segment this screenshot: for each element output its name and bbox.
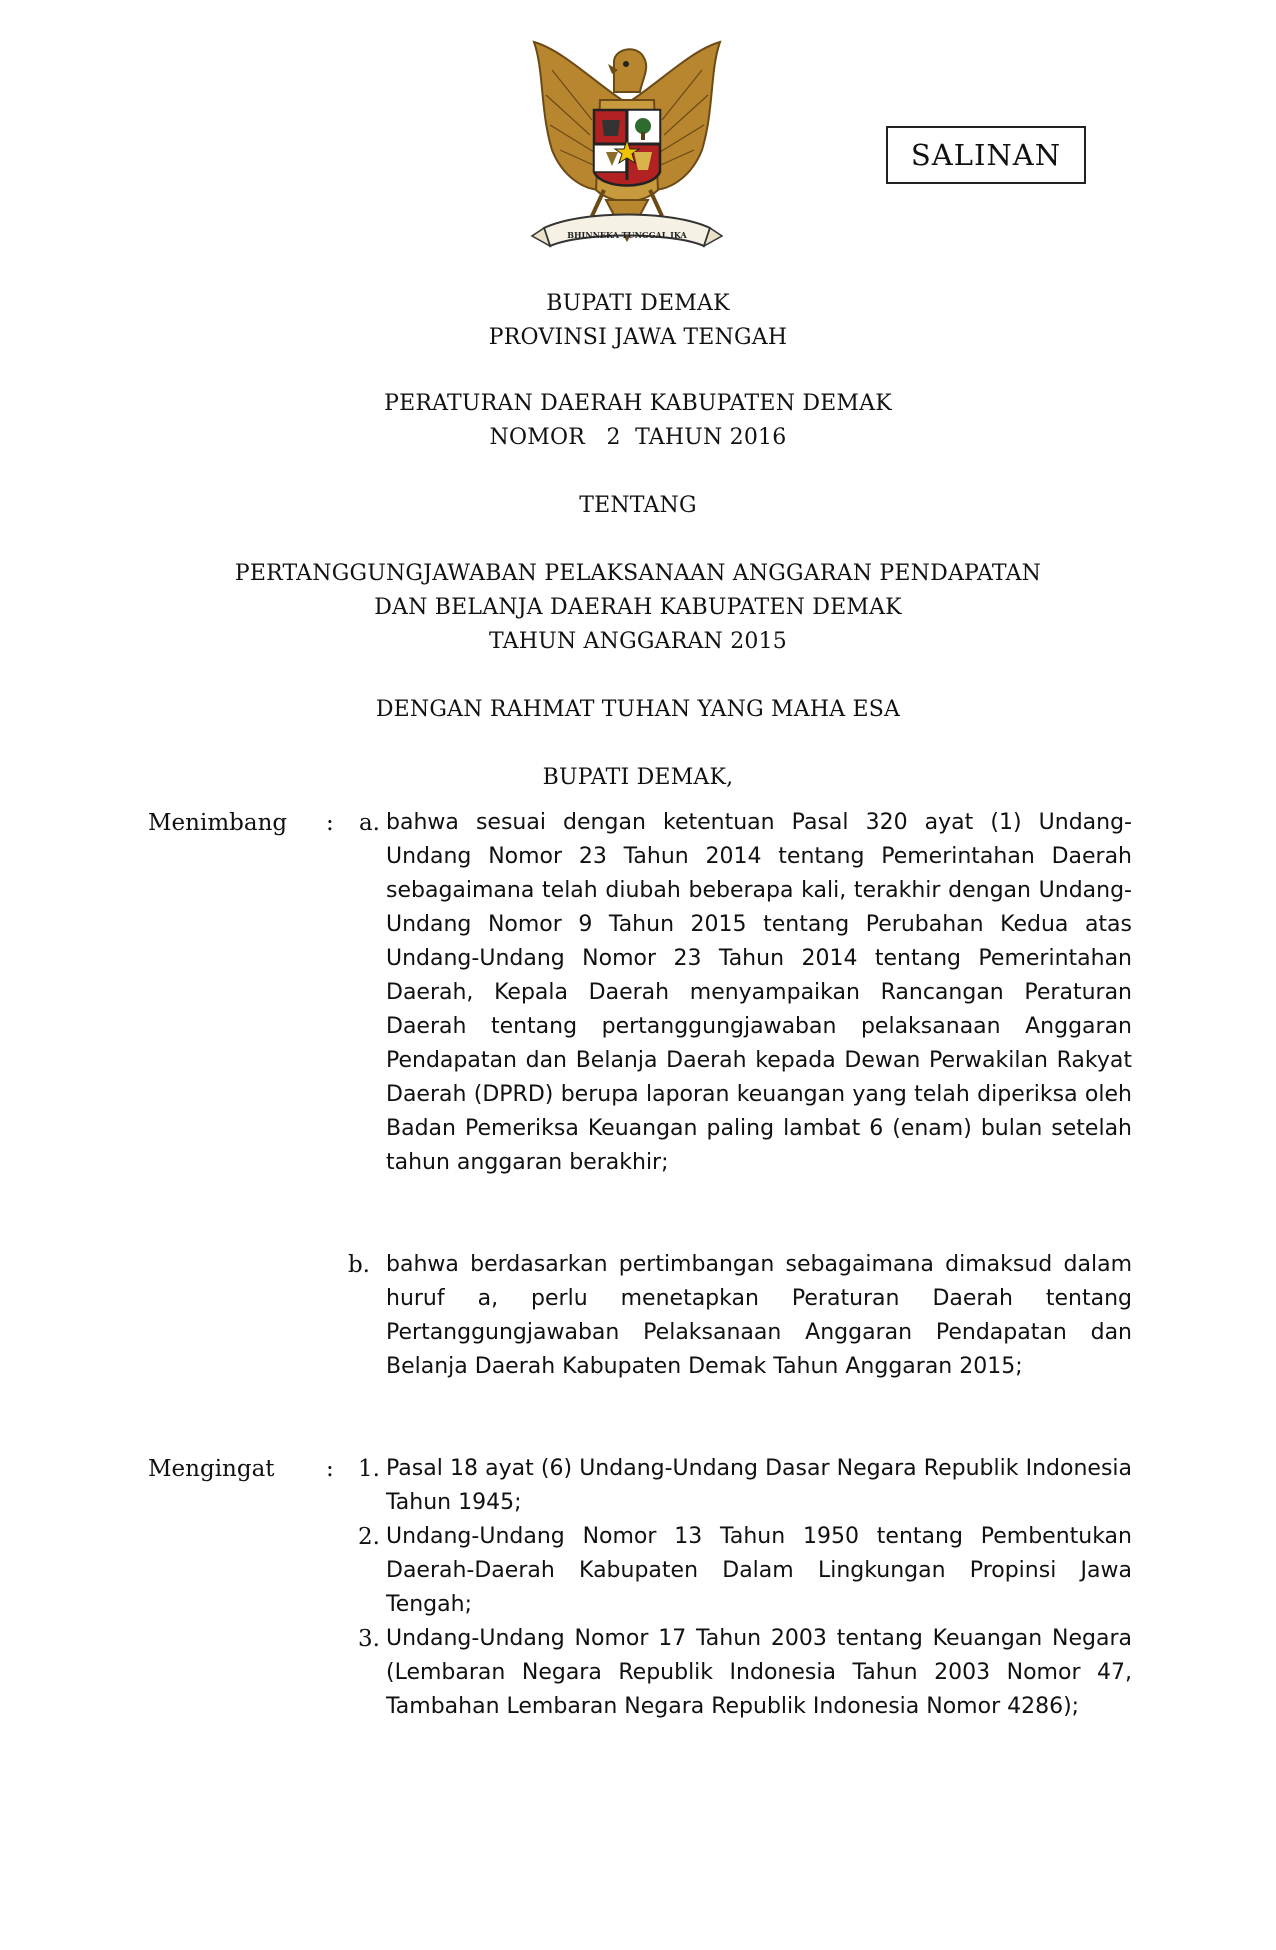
regulation-title: PERATURAN DAERAH KABUPATEN DEMAK	[384, 391, 892, 416]
mengingat-label: Mengingat	[148, 1456, 275, 1482]
regulation-number: NOMOR 2 TAHUN 2016	[489, 425, 787, 450]
menimbang-marker-b: b.	[347, 1252, 370, 1278]
authority-heading: BUPATI DEMAK,	[542, 765, 734, 790]
grace-phrase: DENGAN RAHMAT TUHAN YANG MAHA ESA	[375, 697, 901, 722]
mengingat-marker-1: 1.	[358, 1456, 380, 1482]
menimbang-marker-a: a.	[358, 810, 380, 836]
menimbang-label: Menimbang	[148, 810, 288, 836]
menimbang-item-b: bahwa berdasarkan pertimbangan sebagaimana dimaksud dalam huruf a, perlu menetapkan Peraturan Daerah tentang Pertanggungjawaban Pelaksanaan Anggaran Pendapatan dan Belanja Daerah Kabupaten Demak Tahun Anggaran 2015;	[386, 1252, 1132, 1379]
svg-text:BHINNEKA TUNGGAL IKA: BHINNEKA TUNGGAL IKA	[567, 230, 687, 240]
about-heading: TENTANG	[579, 493, 697, 518]
salinan-stamp: SALINAN	[886, 126, 1086, 184]
mengingat-marker-2: 2.	[358, 1524, 380, 1550]
menimbang-colon: :	[326, 810, 334, 836]
province-title: PROVINSI JAWA TENGAH	[488, 325, 788, 350]
mengingat-item-2: Undang-Undang Nomor 13 Tahun 1950 tentang Pembentukan Daerah-Daerah Kabupaten Dalam Lingkungan Propinsi Jawa Tengah;	[386, 1524, 1132, 1617]
mengingat-colon: :	[326, 1456, 334, 1482]
mengingat-item-1: Pasal 18 ayat (6) Undang-Undang Dasar Negara Republik Indonesia Tahun 1945;	[386, 1456, 1132, 1515]
subject-line-2: DAN BELANJA DAERAH KABUPATEN DEMAK	[374, 595, 902, 620]
subject-line-3: TAHUN ANGGARAN 2015	[489, 629, 787, 654]
mengingat-item-3: Undang-Undang Nomor 17 Tahun 2003 tentang Keuangan Negara (Lembaran Negara Republik Indonesia Tahun 2003 Nomor 47, Tambahan Lembaran Negara Republik Indonesia Nomor 4286);	[386, 1626, 1132, 1719]
mengingat-marker-3: 3.	[358, 1626, 380, 1652]
issuer-title: BUPATI DEMAK	[546, 291, 730, 316]
menimbang-item-a: bahwa sesuai dengan ketentuan Pasal 320 ayat (1) Undang-Undang Nomor 23 Tahun 2014 tentang Pemerintahan Daerah sebagaimana telah diubah beberapa kali, terakhir dengan Undang-Undang Nomor 9 Tahun 2015 tentang Perubahan Kedua atas Undang-Undang Nomor 23 Tahun 2014 tentang Pemerintahan Daerah, Kepala Daerah menyampaikan Rancangan Peraturan Daerah tentang pertanggungjawaban pelaksanaan Anggaran Pendapatan dan Belanja Daerah kepada Dewan Perwakilan Rakyat Daerah (DPRD) berupa laporan keuangan yang telah diperiksa oleh Badan Pemeriksa Keuangan paling lambat 6 (enam) bulan setelah tahun anggaran berakhir;	[386, 810, 1132, 1175]
garuda-pancasila-emblem-icon	[522, 40, 732, 268]
subject-line-1: PERTANGGUNGJAWABAN PELAKSANAAN ANGGARAN PENDAPATAN	[234, 561, 1042, 586]
